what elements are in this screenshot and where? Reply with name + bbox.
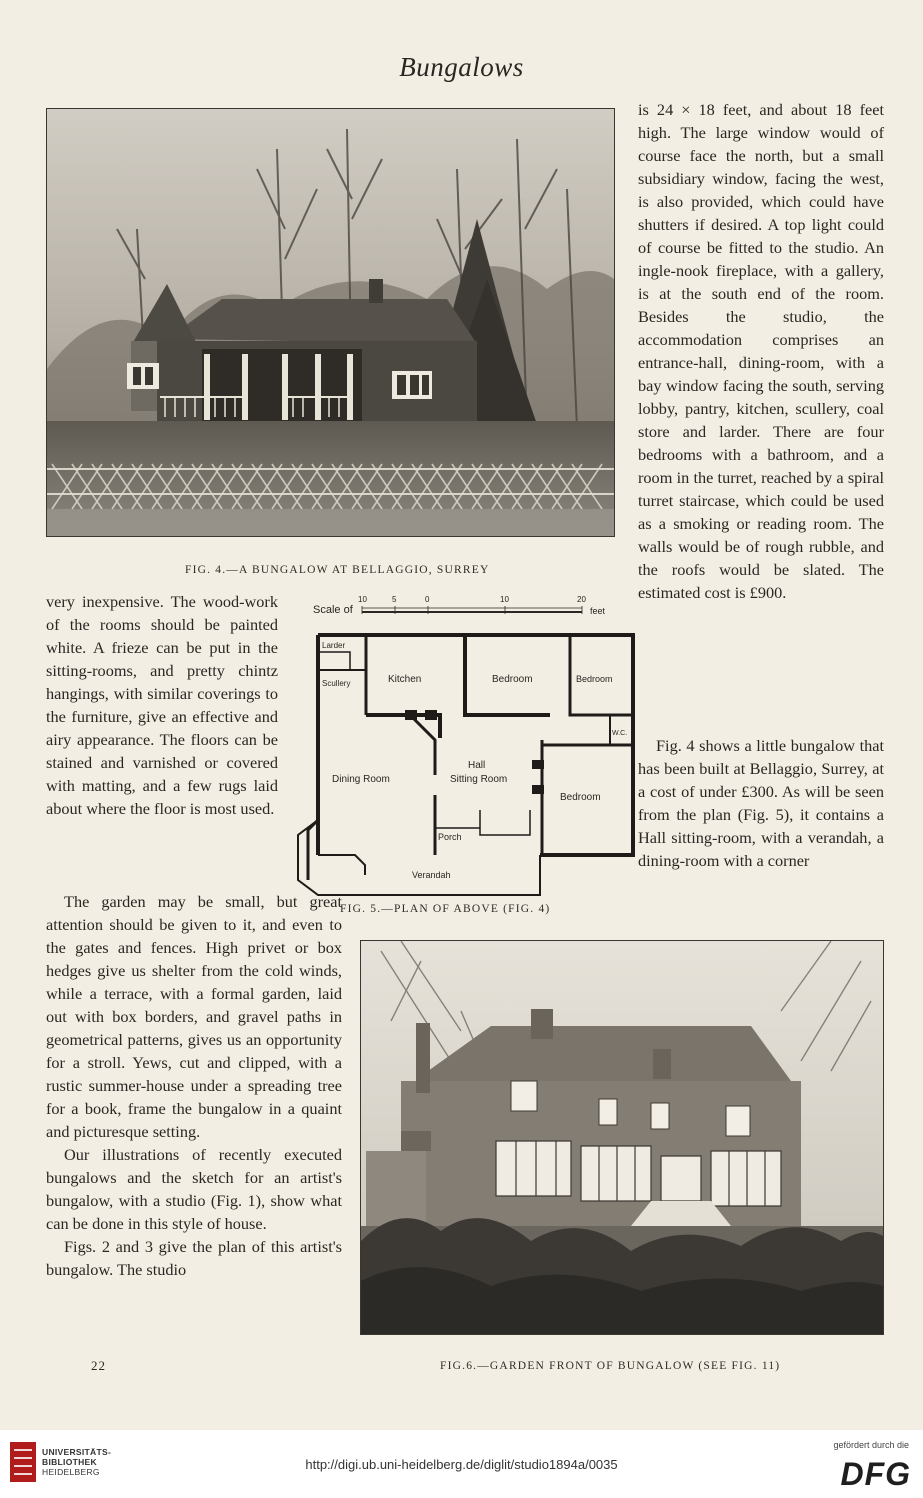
running-head: Bungalows — [399, 52, 524, 82]
paragraph: Figs. 2 and 3 give the plan of this artist's bungalow. The studio — [46, 1237, 342, 1279]
room-label-larder: Larder — [322, 641, 346, 650]
right-column-mid — [638, 734, 884, 872]
room-label-scullery: Scullery — [322, 679, 351, 688]
paragraph: Our illustrations of recently executed bungalows and the sketch for an artist's bungalow, with a studio (Fig. 1), show what can be done in this style of house. — [46, 1145, 342, 1233]
scale-unit: feet — [590, 606, 606, 616]
page-number: 22 — [91, 1358, 106, 1373]
right-column-top — [638, 98, 884, 604]
scale-tick: 10 — [500, 595, 509, 604]
scale-tick: 5 — [392, 595, 397, 604]
room-label-hall: Hall — [468, 760, 486, 771]
digitization-footer — [0, 1430, 923, 1498]
fig5-caption: FIG. 5.—PLAN OF ABOVE (FIG. 4) — [340, 903, 551, 915]
scale-label: Scale of — [313, 604, 353, 616]
paragraph: is 24 × 18 feet, and about 18 feet high. The large window would of course face the north, but a small subsidiary window, facing the west, is also provided, which could have shutters if desired. A top light could of course be fitted to the studio. An ingle-nook fireplace, with a gallery, is at the south end of the room. Besides the studio, the accommodation comprises an entrance-hall, dining-room, with a bay window facing the south, serving lobby, pantry, kitchen, scullery, coal store and larder. There are four bedrooms with a bathroom, and a room in the turret, reached by a spiral turret staircase, which could be used as a smoking or reading room. The walls would be of rough rubble, and the roofs would be slated. The estimated cost is £900. — [638, 100, 884, 602]
fig5-floor-plan — [270, 590, 635, 900]
garden-front-image — [361, 941, 883, 1334]
fig4-photo — [46, 108, 615, 537]
room-label-verandah: Verandah — [412, 870, 451, 880]
room-label-porch: Porch — [438, 832, 462, 842]
source-url-link[interactable]: http://digi.ub.uni-heidelberg.de/diglit/studio1894a/0035 — [305, 1457, 618, 1472]
paragraph: Fig. 4 shows a little bungalow that has been built at Bellaggio, Surrey, at a cost of under £300. As will be seen from the plan (Fig. 5), it contains a Hall sitting-room, with a verandah, a dining-room with a corner — [638, 736, 884, 870]
funding-note: gefördert durch die — [833, 1440, 909, 1450]
fig6-caption: FIG.6.—GARDEN FRONT OF BUNGALOW (SEE FIG. 11) — [440, 1360, 781, 1372]
dfg-logo: DFG — [840, 1456, 911, 1492]
room-label-kitchen: Kitchen — [388, 674, 422, 685]
room-label-sitting-room: Sitting Room — [450, 774, 508, 785]
left-column-bottom — [46, 890, 342, 1281]
institution-name: UNIVERSITÄTS- BIBLIOTHEK HEIDELBERG — [42, 1447, 112, 1477]
room-label-dining-room: Dining Room — [332, 774, 390, 785]
left-column-top — [46, 590, 278, 820]
room-label-wc: W.C. — [612, 730, 628, 737]
scale-tick: 0 — [425, 595, 430, 604]
paragraph: very inexpensive. The wood-work of the rooms should be painted white. A frieze can be put in the sitting-rooms, and pretty chintz hangings, with similar coverings to the furniture, give an effective and airy appearance. The floors can be stained and varnished or covered with matting, and a few rugs laid about where the floor is most used. — [46, 592, 278, 818]
scale-tick: 10 — [358, 595, 367, 604]
paragraph: The garden may be small, but great attention should be given to it, and even to the gates and fences. High privet or box hedges give us shelter from the cold winds, while a terrace, with a formal garden, laid out with box borders, and gravel paths in geometrical patterns, gives us an opportunity for a stroll. Yews, cut and clipped, with a rustic summer-house under a spreading tree for a book, frame the bungalow in a quaint and picturesque setting. — [46, 892, 342, 1141]
room-label-bedroom: Bedroom — [560, 792, 601, 803]
fig6-photo — [360, 940, 884, 1335]
bungalow-bellaggio-image — [47, 109, 614, 536]
room-label-bedroom: Bedroom — [492, 674, 533, 685]
scale-tick: 20 — [577, 595, 586, 604]
room-label-bedroom: Bedroom — [576, 674, 613, 684]
fig4-caption: FIG. 4.—A BUNGALOW AT BELLAGGIO, SURREY — [185, 564, 490, 576]
